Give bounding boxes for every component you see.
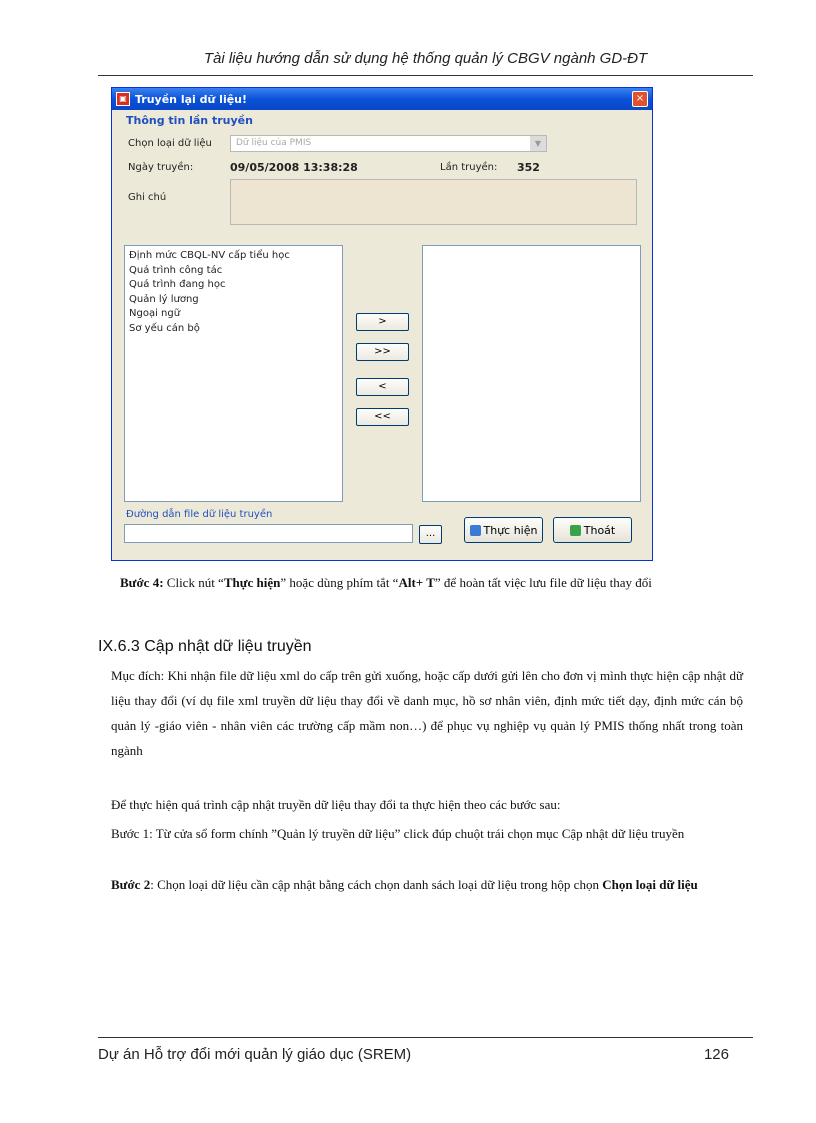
step2-prefix: Bước 2 (111, 877, 151, 892)
list-item[interactable]: Định mức CBQL-NV cấp tiểu học (129, 250, 290, 261)
section-heading: IX.6.3 Cập nhật dữ liệu truyền (98, 638, 312, 655)
step2-bold: Chọn loại dữ liệu (602, 877, 698, 892)
note-textarea[interactable] (230, 179, 637, 225)
data-type-value: Dữ liệu của PMIS (236, 138, 312, 148)
move-all-left-button[interactable]: << (356, 408, 409, 426)
page-footer (98, 1046, 753, 1063)
header-rule (98, 75, 753, 76)
move-one-left-button[interactable]: < (356, 378, 409, 396)
group-title: Thông tin lần truyền (126, 114, 253, 127)
step4-prefix: Bước 4: (120, 575, 164, 590)
list-item[interactable]: Quá trình công tác (129, 264, 223, 276)
list-item[interactable]: Quản lý lương (129, 293, 199, 305)
footer-rule (98, 1037, 753, 1038)
intro-paragraph: Để thực hiện quá trình cập nhật truyền dữ liệu thay đổi ta thực hiện theo các bước sau: (111, 797, 561, 812)
list-item[interactable]: Ngoại ngữ (129, 308, 181, 319)
step2-paragraph (111, 872, 743, 897)
step4-text: ” hoặc dùng phím tắt “ (280, 575, 399, 590)
count-label: Lần truyền: (440, 162, 498, 173)
move-one-right-button[interactable]: > (356, 313, 409, 331)
footer-project: Dự án Hỗ trợ đổi mới quản lý giáo dục (SREM) (98, 1046, 412, 1063)
path-label: Đường dẫn file dữ liệu truyền (126, 509, 273, 520)
step4-text: ” để hoàn tất việc lưu file dữ liệu thay đổi (434, 575, 652, 590)
step2-text: : Chọn loại dữ liệu cần cập nhật bằng cách chọn danh sách loại dữ liệu trong hộp chọn (150, 877, 603, 892)
move-all-right-button[interactable]: >> (356, 343, 409, 361)
chevron-down-icon[interactable]: ▼ (530, 136, 546, 151)
list-item[interactable]: Quá trình đang học (129, 279, 226, 290)
close-icon[interactable]: × (632, 91, 648, 107)
step4-bold: Thực hiện (223, 575, 281, 590)
page-number: 126 (703, 1046, 729, 1063)
execute-icon (470, 525, 481, 536)
data-type-select[interactable] (230, 135, 547, 152)
note-label: Ghi chú (128, 192, 167, 203)
step4-paragraph (111, 570, 743, 595)
count-value: 352 (517, 161, 540, 174)
purpose-paragraph: Mục đích: Khi nhận file dữ liệu xml do cấp trên gửi xuống, hoặc cấp dưới gửi lên cho đơn vị mình thực hiện cập nhật dữ liệu thay đổi (ví dụ file xml truyền dữ liệu thay đổi về danh mục, hồ sơ nhân viên, định mức tiết dạy, định mức cán bộ quản lý -giáo viên - nhân viên các trường cấp mầm non…) để phục vụ nghiệp vụ quản lý PMIS thống nhất trong toàn ngành (111, 668, 743, 758)
transfer-dialog (111, 87, 653, 561)
list-item[interactable]: Sơ yếu cán bộ (129, 322, 200, 334)
data-type-label: Chọn loại dữ liệu (128, 138, 212, 149)
exit-label: Thoát (583, 523, 616, 537)
target-list[interactable] (422, 245, 641, 502)
step1-paragraph: Bước 1: Từ cửa sổ form chính ”Quản lý truyền dữ liệu” click đúp chuột trái chọn mục Cập nhật dữ liệu truyền (111, 826, 685, 841)
source-list[interactable] (124, 245, 343, 502)
step4-text: Click nút “ (163, 575, 224, 590)
app-icon: ▣ (116, 92, 130, 106)
step4-bold: Alt+ T (398, 575, 435, 590)
page-header: Tài liệu hướng dẫn sử dụng hệ thống quản lý CBGV ngành GD-ĐT (203, 50, 648, 67)
date-value: 09/05/2008 13:38:28 (230, 161, 358, 174)
exit-icon (570, 525, 581, 536)
exit-button[interactable] (553, 517, 632, 543)
path-input[interactable] (124, 524, 413, 543)
execute-button[interactable] (464, 517, 543, 543)
browse-button[interactable]: ... (419, 525, 442, 544)
dialog-titlebar (112, 88, 652, 110)
execute-label: Thực hiện (483, 523, 538, 537)
dialog-title: Truyền lại dữ liệu! (135, 92, 248, 106)
date-label: Ngày truyền: (128, 162, 194, 173)
